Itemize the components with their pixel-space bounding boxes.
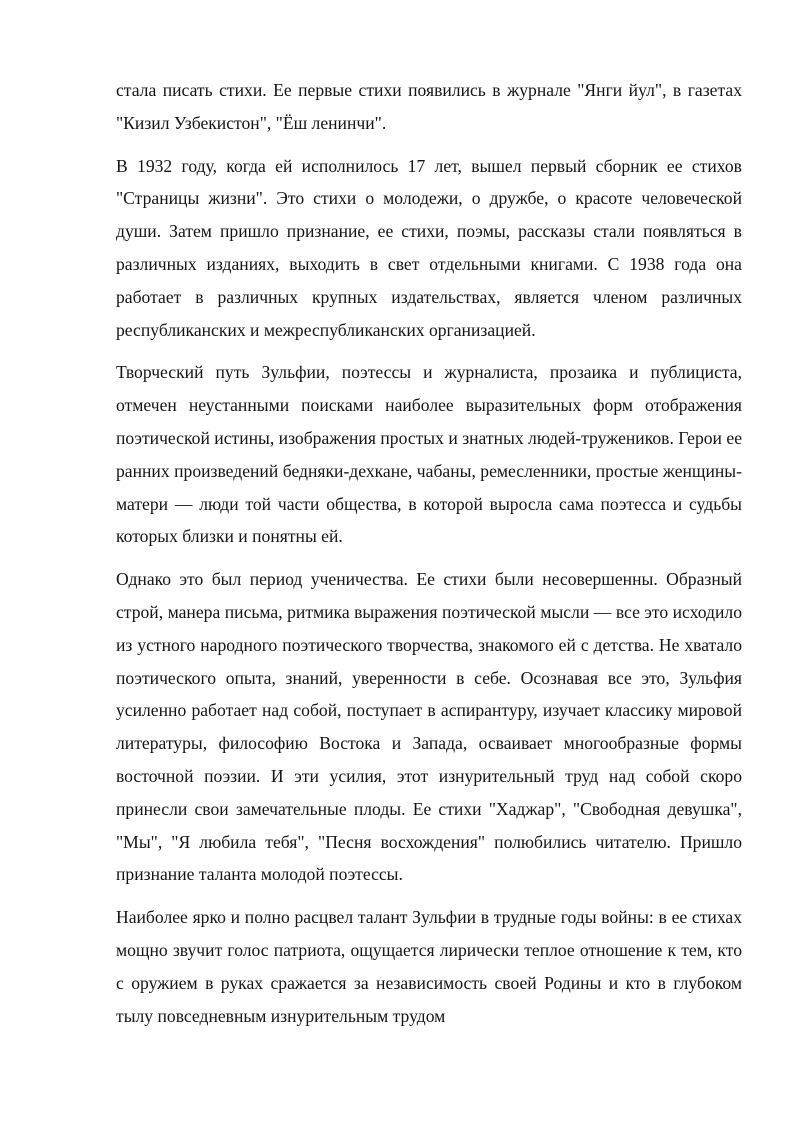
paragraph-5: Наиболее ярко и полно расцвел талант Зульфии в трудные годы войны: в ее стихах мощно звучит голос патриота, ощущается лирически теплое отношение к тем, кто с оружием в руках сражается за независимость своей Родины и кто в глубоком тылу повседневным изнурительным трудом bbox=[116, 907, 742, 1026]
paragraph-2: В 1932 году, когда ей исполнилось 17 лет, вышел первый сборник ее стихов "Страницы жизни". Это стихи о молодежи, о дружбе, о красоте человеческой души. Затем пришло признание, ее стихи, поэмы, рассказы стали появляться в различных изданиях, выходить в свет отдельными книгами. С 1938 года она работает в различных крупных издательствах, является членом различных республиканских и межреспубликанских организацией. bbox=[116, 155, 742, 340]
paragraph-3: Творческий путь Зульфии, поэтессы и журналиста, прозаика и публициста, отмечен неустанными поисками наиболее выразительных форм отображения поэтической истины, изображения простых и знатных людей-тружеников. Герои ее ранних произведений бедняки-дехкане, чабаны, ремесленники, простые женщины-матери — люди той части общества, в которой выросла сама поэтесса и судьбы которых близки и понятны ей. bbox=[116, 362, 742, 547]
paragraph-1: стала писать стихи. Ее первые стихи появились в журнале "Янги йул", в газетах "Кизил Узбекистон", "Ёш ленинчи". bbox=[116, 80, 742, 133]
paragraph-4: Однако это был период ученичества. Ее стихи были несовершенны. Образный строй, манера письма, ритмика выражения поэтической мысли — все это исходило из устного народного поэтического творчества, знакомого ей с детства. Не хватало поэтического опыта, знаний, уверенности в себе. Осознавая все это, Зульфия усиленно работает над собой, поступает в аспирантуру, изучает классику мировой литературы, философию Востока и Запада, осваивает многообразные формы восточной поэзии. И эти усилия, этот изнурительный труд над собой скоро принесли свои замечательные плоды. Ее стихи "Хаджар", "Свободная девушка", "Мы", "Я любила тебя", "Песня восхождения" полюбились читателю. Пришло признание таланта молодой поэтессы. bbox=[116, 569, 742, 885]
document-body bbox=[116, 74, 742, 1042]
